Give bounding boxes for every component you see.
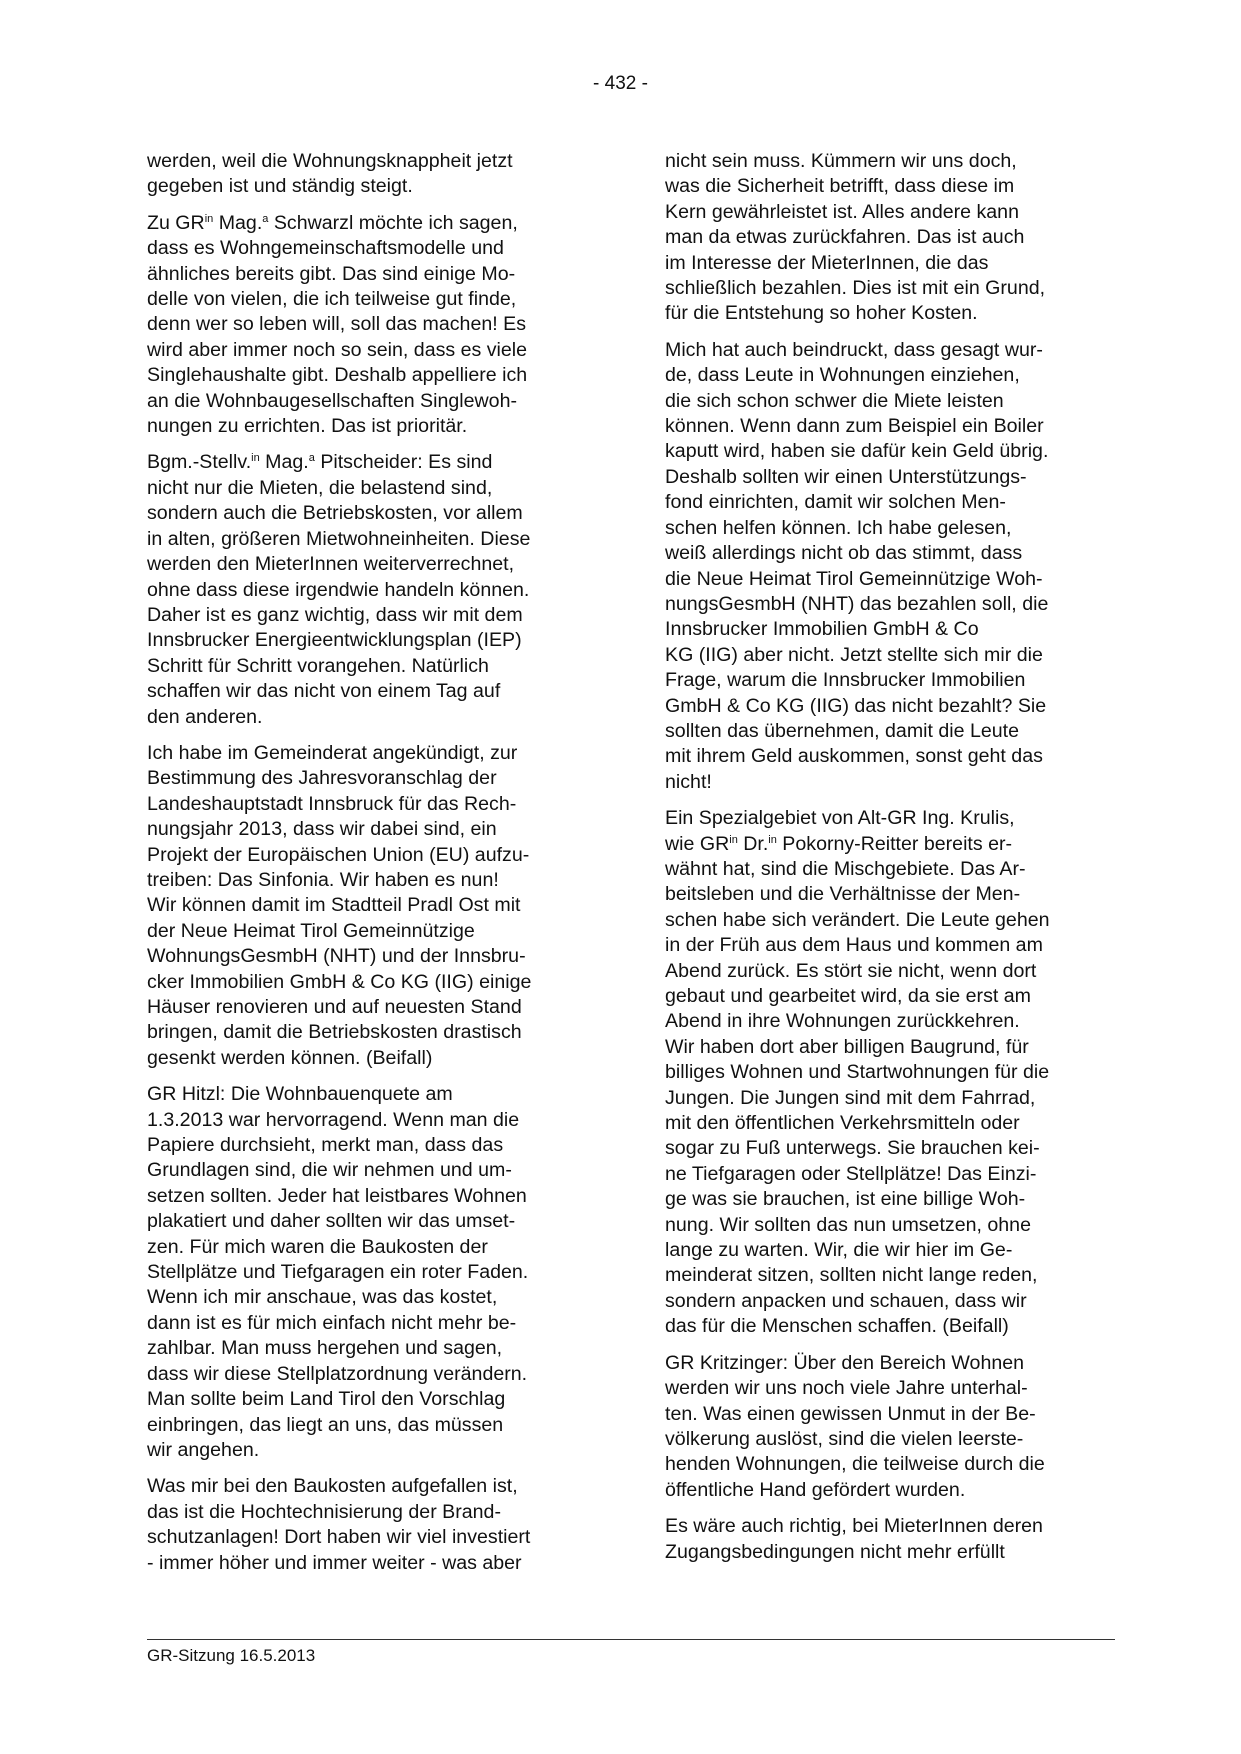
text-line: dass wir diese Stellplatzordnung verändern. (147, 1362, 528, 1385)
text-line: den anderen. (147, 705, 263, 728)
text-line: ge was sie brauchen, ist eine billige Woh- (665, 1188, 1026, 1211)
text-line: Häuser renovieren und auf neuesten Stand (147, 996, 522, 1018)
text-line: Projekt der Europäischen Union (EU) aufzu- (147, 843, 530, 866)
footer-session-date: GR-Sitzung 16.5.2013 (147, 1646, 316, 1665)
text-line: in der Früh aus dem Haus und kommen am (665, 934, 1043, 957)
text-line: Ein Spezialgebiet von Alt-GR Ing. Krulis, (665, 807, 1015, 830)
text-line: im Interesse der MieterInnen, die das (665, 251, 989, 274)
text-line: weiß allerdings nicht ob das stimmt, dass (665, 542, 1023, 565)
text-line: schen habe sich verändert. Die Leute gehen (665, 908, 1050, 931)
superscript: in (768, 833, 777, 846)
text-line: nungen zu errichten. Das ist prioritär. (147, 415, 468, 438)
text-line: GmbH & Co KG (IIG) das nicht bezahlt? Sie (665, 694, 1047, 717)
text-line: de, dass Leute in Wohnungen einziehen, (665, 364, 1020, 387)
text-line: Innsbrucker Immobilien GmbH & Co (665, 618, 979, 641)
paragraph (147, 741, 607, 1071)
text-line: denn wer so leben will, soll das machen! Es (147, 313, 527, 336)
text-line: bringen, damit die Betriebskosten drastisch (147, 1021, 522, 1044)
text-line: die sich schon schwer die Miete leisten (665, 389, 1004, 412)
text-line: meinderat sitzen, sollten nicht lange reden, (665, 1264, 1038, 1287)
text-line: delle von vielen, die ich teilweise gut finde, (147, 288, 517, 311)
text-line: schutzanlagen! Dort haben wir viel investiert (147, 1526, 531, 1549)
paragraph (665, 1514, 1125, 1565)
text-line: ne Tiefgaragen oder Stellplätze! Das Einzi- (665, 1162, 1037, 1185)
text-line: schen helfen können. Ich habe gelesen, (665, 516, 1012, 539)
text-line: zen. Für mich waren die Baukosten der (147, 1235, 488, 1258)
text-line: sondern auch die Betriebskosten, vor allem (147, 502, 523, 525)
text-line: KG (IIG) aber nicht. Jetzt stellte sich mir die (665, 643, 1043, 666)
text-line: gesenkt werden können. (Beifall) (147, 1046, 433, 1069)
text-line: Mich hat auch beindruckt, dass gesagt wur- (665, 338, 1043, 361)
text-line: Daher ist es ganz wichtig, dass wir mit dem (147, 603, 523, 626)
superscript: in (729, 833, 738, 846)
text-line: Abend in ihre Wohnungen zurückkehren. (665, 1010, 1020, 1033)
text-line: dann ist es für mich einfach nicht mehr be- (147, 1311, 517, 1334)
text-line: mit ihrem Geld auskommen, sonst geht das (665, 745, 1043, 768)
text-line: Frage, warum die Innsbrucker Immobilien (665, 669, 1026, 692)
text-line: nicht nur die Mieten, die belastend sind, (147, 476, 493, 499)
text-line: zahlbar. Man muss hergehen und sagen, (147, 1337, 503, 1360)
text-line: GR Kritzinger: Über den Bereich Wohnen (665, 1351, 1025, 1374)
text-line: nicht sein muss. Kümmern wir uns doch, (665, 150, 1017, 172)
text-line: gebaut und gearbeitet wird, da sie erst am (665, 985, 1031, 1007)
text-line: Deshalb sollten wir einen Unterstützungs- (665, 465, 1027, 488)
text-line: Ich habe im Gemeinderat angekündigt, zur (147, 741, 518, 764)
text-line: Was mir bei den Baukosten aufgefallen ist, (147, 1475, 518, 1498)
text-line: Singlehaushalte gibt. Deshalb appelliere ich (147, 364, 528, 387)
text-line: Innsbrucker Energieentwicklungsplan (IEP) (147, 629, 522, 652)
text-line: Zugangsbedingungen nicht mehr erfüllt (665, 1540, 1005, 1563)
text-line: sondern anpacken und schauen, dass wir (665, 1289, 1027, 1312)
text-line: sogar zu Fuß unterwegs. Sie brauchen kei- (665, 1137, 1040, 1160)
text-line: für die Entstehung so hoher Kosten. (665, 302, 978, 325)
superscript: a (262, 212, 269, 225)
text-line: an die Wohnbaugesellschaften Singlewoh- (147, 389, 517, 412)
text-line: werden, weil die Wohnungsknappheit jetzt (147, 150, 513, 172)
paragraph (147, 1082, 607, 1463)
paragraph (665, 1351, 1125, 1503)
paragraph (147, 149, 607, 200)
text-line: kaputt wird, haben sie dafür kein Geld übrig. (665, 440, 1049, 463)
text-line: Stellplätze und Tiefgaragen ein roter Faden. (147, 1261, 529, 1284)
text-line: beitsleben und die Verhältnisse der Men- (665, 883, 1021, 906)
text-line: Zu $GR^{in}$ Mag.$^a$ Schwarzl möchte ich sagen, (147, 211, 518, 234)
left-column (147, 149, 607, 1587)
text-line: gegeben ist und ständig steigt. (147, 175, 413, 198)
text-line: Bestimmung des Jahresvoranschlag der (147, 767, 497, 790)
text-line: können. Wenn dann zum Beispiel ein Boiler (665, 415, 1044, 438)
text-line: man da etwas zurückfahren. Das ist auch (665, 226, 1025, 249)
footer-divider (147, 1639, 1115, 1640)
text-line: sollten das übernehmen, damit die Leute (665, 719, 1020, 742)
text-line: was die Sicherheit betrifft, dass diese im (665, 175, 1015, 198)
text-line: setzen sollten. Jeder hat leistbares Wohnen (147, 1184, 527, 1207)
text-line: WohnungsGesmbH (NHT) und der Innsbru- (147, 945, 526, 968)
text-line: - immer höher und immer weiter - was aber (147, 1551, 522, 1574)
text-line: plakatiert und daher sollten wir das umset- (147, 1210, 516, 1233)
text-line: Bgm.-Stellv.$^{in}$ Mag.$^a$ Pitscheider: Es sind (147, 451, 493, 474)
text-line: wie $GR^{in}$ Dr.$^{in}$ Pokorny-Reitter bereits er- (665, 832, 1013, 855)
text-line: nungsGesmbH (NHT) das bezahlen soll, die (665, 592, 1049, 615)
paragraph (147, 450, 607, 729)
paragraph (665, 806, 1125, 1340)
text-line: GR Hitzl: Die Wohnbauenquete am (147, 1083, 453, 1106)
paragraph (665, 338, 1125, 795)
text-line: henden Wohnungen, die teilweise durch die (665, 1453, 1045, 1476)
text-line: wird aber immer noch so sein, dass es viele (147, 338, 528, 361)
text-line: Landeshauptstadt Innsbruck für das Rech- (147, 792, 517, 815)
text-line: ohne dass diese irgendwie handeln können. (147, 578, 530, 601)
text-line: Papiere durchsieht, merkt man, dass das (147, 1134, 504, 1157)
text-line: Wir können damit im Stadtteil Pradl Ost mit (147, 894, 521, 917)
text-line: öffentliche Hand gefördert wurden. (665, 1478, 966, 1501)
text-line: schaffen wir das nicht von einem Tag auf (147, 680, 501, 703)
text-line: Wir haben dort aber billigen Baugrund, für (665, 1035, 1029, 1058)
text-line: das für die Menschen schaffen. (Beifall) (665, 1315, 1009, 1338)
text-line: das ist die Hochtechnisierung der Brand- (147, 1500, 501, 1523)
text-line: Abend zurück. Es stört sie nicht, wenn dort (665, 959, 1037, 982)
right-column (665, 149, 1125, 1576)
text-line: der Neue Heimat Tirol Gemeinnützige (147, 919, 475, 942)
superscript: in (251, 452, 260, 465)
text-line: Es wäre auch richtig, bei MieterInnen deren (665, 1515, 1043, 1538)
text-line: werden den MieterInnen weiterverrechnet, (147, 553, 515, 576)
text-line: Schritt für Schritt vorangehen. Natürlich (147, 654, 489, 677)
text-line: nicht! (665, 770, 712, 793)
text-line: nungsjahr 2013, dass wir dabei sind, ein (147, 818, 497, 841)
text-line: wähnt hat, sind die Mischgebiete. Das Ar- (665, 857, 1026, 880)
text-line: Kern gewährleistet ist. Alles andere kann (665, 200, 1019, 223)
paragraph (147, 1474, 607, 1576)
text-line: mit den öffentlichen Verkehrsmitteln oder (665, 1112, 1020, 1135)
paragraph (665, 149, 1125, 327)
text-line: Wenn ich mir anschaue, was das kostet, (147, 1286, 498, 1309)
paragraph (147, 211, 607, 440)
text-line: Jungen. Die Jungen sind mit dem Fahrrad, (665, 1086, 1036, 1109)
text-line: fond einrichten, damit wir solchen Men- (665, 491, 1006, 514)
text-line: die Neue Heimat Tirol Gemeinnützige Woh- (665, 567, 1043, 590)
text-line: völkerung auslöst, sind die vielen leerste- (665, 1427, 1024, 1450)
text-line: lange zu warten. Wir, die wir hier im Ge- (665, 1239, 1013, 1262)
text-line: wir angehen. (147, 1438, 260, 1461)
text-line: in alten, größeren Mietwohneinheiten. Diese (147, 527, 531, 550)
text-line: billiges Wohnen und Startwohnungen für die (665, 1061, 1050, 1084)
text-line: ähnliches bereits gibt. Das sind einige Mo- (147, 262, 516, 285)
text-line: werden wir uns noch viele Jahre unterhal- (665, 1377, 1028, 1400)
text-line: Grundlagen sind, die wir nehmen und um- (147, 1159, 512, 1182)
text-line: nung. Wir sollten das nun umsetzen, ohne (665, 1213, 1031, 1236)
text-line: schließlich bezahlen. Dies ist mit ein Grund, (665, 277, 1046, 300)
text-line: 1.3.2013 war hervorragend. Wenn man die (147, 1108, 520, 1131)
superscript: in (204, 212, 214, 225)
text-line: dass es Wohngemeinschaftsmodelle und (147, 237, 504, 260)
superscript: a (308, 452, 315, 465)
text-line: Man sollte beim Land Tirol den Vorschlag (147, 1388, 506, 1411)
text-line: ten. Was einen gewissen Unmut in der Be- (665, 1402, 1036, 1425)
page-number: - 432 - (593, 73, 648, 94)
text-line: einbringen, das liegt an uns, das müssen (147, 1413, 504, 1436)
text-line: treiben: Das Sinfonia. Wir haben es nun! (147, 868, 499, 891)
text-line: cker Immobilien GmbH & Co KG (IIG) einige (147, 970, 532, 993)
